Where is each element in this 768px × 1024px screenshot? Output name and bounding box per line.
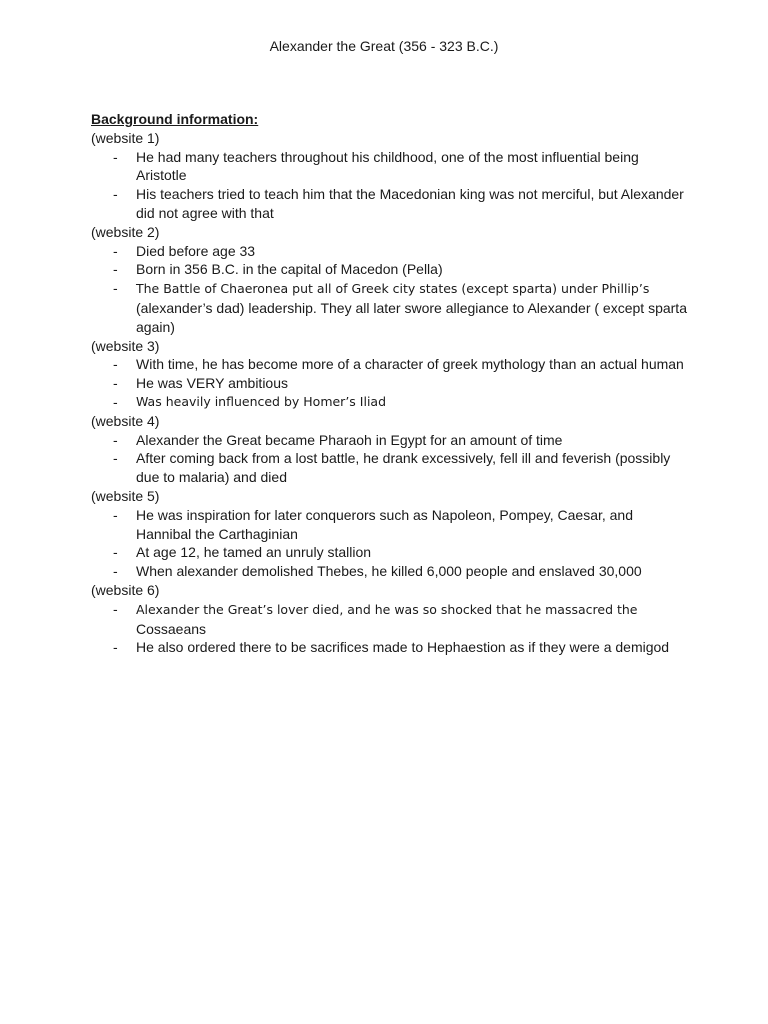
bullet-dash: -	[113, 186, 118, 203]
bullet-text: He was inspiration for later conquerors such as Napoleon, Pompey, Caesar, and Hannibal the Carthaginian	[136, 506, 634, 542]
source-label: (website 3)	[91, 337, 160, 354]
bullet-item	[91, 431, 691, 450]
bullet-dash: -	[113, 261, 118, 278]
bullet-text: Alexander the Great became Pharaoh in Egypt for an amount of time	[136, 431, 563, 448]
bullet-text: With time, he has become more of a character of greek mythology than an actual human	[136, 356, 684, 373]
bullet-dash: -	[113, 375, 118, 392]
source-label: (website 6)	[91, 581, 160, 598]
bullet-dash: -	[113, 506, 118, 523]
bullet-item	[91, 148, 691, 186]
bullet-text-rest: (alexander’s dad) leadership. They all later swore allegiance to Alexander ( except sparta again)	[136, 299, 687, 335]
sources-list	[91, 129, 691, 657]
bullet-item	[91, 562, 691, 581]
bullet-dash: -	[113, 450, 118, 467]
bullet-text: Born in 356 B.C. in the capital of Macedon (Pella)	[136, 261, 443, 278]
bullet-item	[91, 242, 691, 261]
bullet-item	[91, 543, 691, 562]
bullet-item	[91, 600, 691, 639]
bullet-dash: -	[113, 563, 118, 580]
bullet-dash: -	[113, 148, 118, 165]
bullet-text-start: Alexander the Great’s lover died, and he was so shocked that he massacred the	[136, 601, 638, 617]
bullet-dash: -	[113, 600, 118, 617]
bullet-text: His teachers tried to teach him that the Macedonian king was not merciful, but Alexander did not agree with that	[136, 186, 684, 221]
bullet-text: Died before age 33	[136, 242, 256, 259]
bullet-list	[91, 242, 691, 337]
bullet-list	[91, 148, 691, 223]
document-body	[91, 110, 691, 657]
bullet-item	[91, 393, 691, 412]
bullet-dash: -	[113, 639, 118, 656]
bullet-list	[91, 506, 691, 581]
bullet-text: At age 12, he tamed an unruly stallion	[136, 544, 372, 561]
bullet-text: He also ordered there to be sacrifices made to Hephaestion as if they were a demigod	[136, 639, 670, 656]
section-heading: Background information:	[91, 111, 259, 127]
bullet-text-rest: Cossaeans	[136, 620, 207, 637]
bullet-item	[91, 374, 691, 393]
bullet-text: He was VERY ambitious	[136, 375, 288, 392]
bullet-text: When alexander demolished Thebes, he killed 6,000 people and enslaved 30,000	[136, 563, 642, 580]
bullet-dash: -	[113, 431, 118, 448]
source-label: (website 4)	[91, 412, 160, 429]
source-label: (website 2)	[91, 223, 160, 240]
bullet-dash: -	[113, 280, 118, 297]
bullet-list	[91, 431, 691, 487]
bullet-dash: -	[113, 356, 118, 373]
bullet-item	[91, 355, 691, 374]
document-title: Alexander the Great (356 - 323 B.C.)	[269, 38, 499, 54]
bullet-dash: -	[113, 544, 118, 561]
bullet-dash: -	[113, 393, 118, 410]
bullet-item	[91, 185, 691, 223]
bullet-item	[91, 279, 691, 336]
bullet-text-start: The Battle of Chaeronea put all of Greek city states (except sparta) under Phillip’s	[136, 281, 650, 297]
bullet-item	[91, 638, 691, 657]
bullet-item	[91, 449, 691, 487]
bullet-dash: -	[113, 242, 118, 259]
bullet-list	[91, 600, 691, 657]
source-label: (website 5)	[91, 487, 160, 504]
bullet-text: After coming back from a lost battle, he drank excessively, fell ill and feverish (possibly due to malaria) and died	[136, 450, 671, 486]
bullet-item	[91, 506, 691, 544]
bullet-text: Was heavily influenced by Homer’s Iliad	[136, 393, 387, 409]
bullet-item	[91, 260, 691, 279]
bullet-list	[91, 355, 691, 411]
bullet-text: He had many teachers throughout his childhood, one of the most influential being Aristotle	[136, 148, 639, 184]
source-label: (website 1)	[91, 129, 160, 146]
